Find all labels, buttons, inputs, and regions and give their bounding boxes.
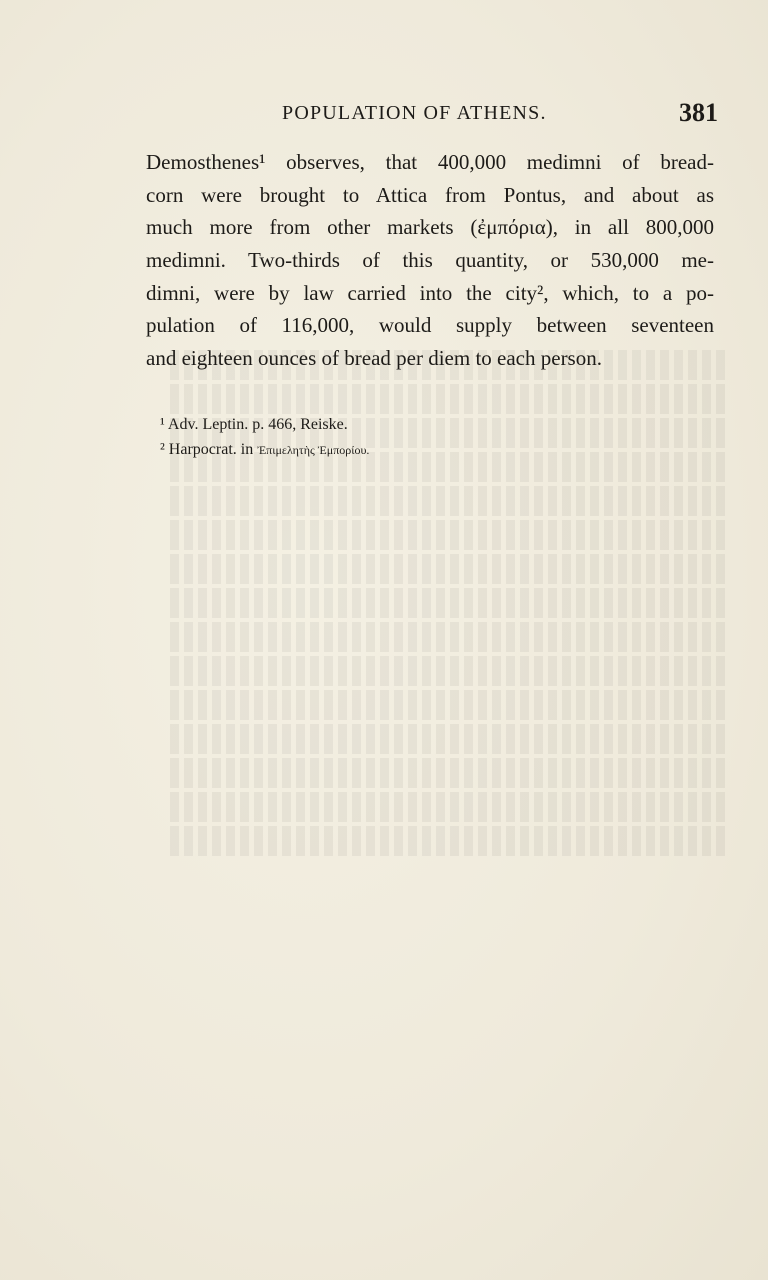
page-header bbox=[146, 96, 718, 130]
paragraph-line: pulation of 116,000, would supply between seventeen bbox=[146, 313, 714, 338]
paragraph-line: corn were brought to Attica from Pontus, and about as bbox=[146, 182, 714, 207]
footnote-greek-text: Ἐπιμελητὴς Ἐμπορίου. bbox=[257, 443, 370, 457]
footnotes bbox=[160, 412, 700, 462]
running-head: POPULATION OF ATHENS. bbox=[282, 102, 547, 124]
footnote-marker: ¹ bbox=[160, 416, 165, 433]
main-paragraph bbox=[146, 146, 714, 375]
page-number: 381 bbox=[679, 98, 718, 127]
footnote-2 bbox=[160, 437, 700, 462]
footnote-marker: ² bbox=[160, 441, 165, 458]
paragraph-line: much more from other markets (ἐμπόρια), in all 800,000 bbox=[146, 215, 714, 240]
bleed-through-shadow bbox=[167, 350, 730, 1110]
paragraph-line: and eighteen ounces of bread per diem to each person. bbox=[146, 346, 602, 371]
footnote-text: Harpocrat. in bbox=[168, 441, 254, 458]
footnote-1 bbox=[160, 412, 700, 437]
footnote-text: Adv. Leptin. p. 466, Reiske. bbox=[167, 416, 348, 433]
paragraph-line: dimni, were by law carried into the city², which, to a po- bbox=[146, 280, 714, 305]
paragraph-line: Demosthenes¹ observes, that 400,000 medimni of bread- bbox=[146, 150, 714, 174]
paragraph-line: medimni. Two-thirds of this quantity, or 530,000 me- bbox=[146, 248, 714, 273]
